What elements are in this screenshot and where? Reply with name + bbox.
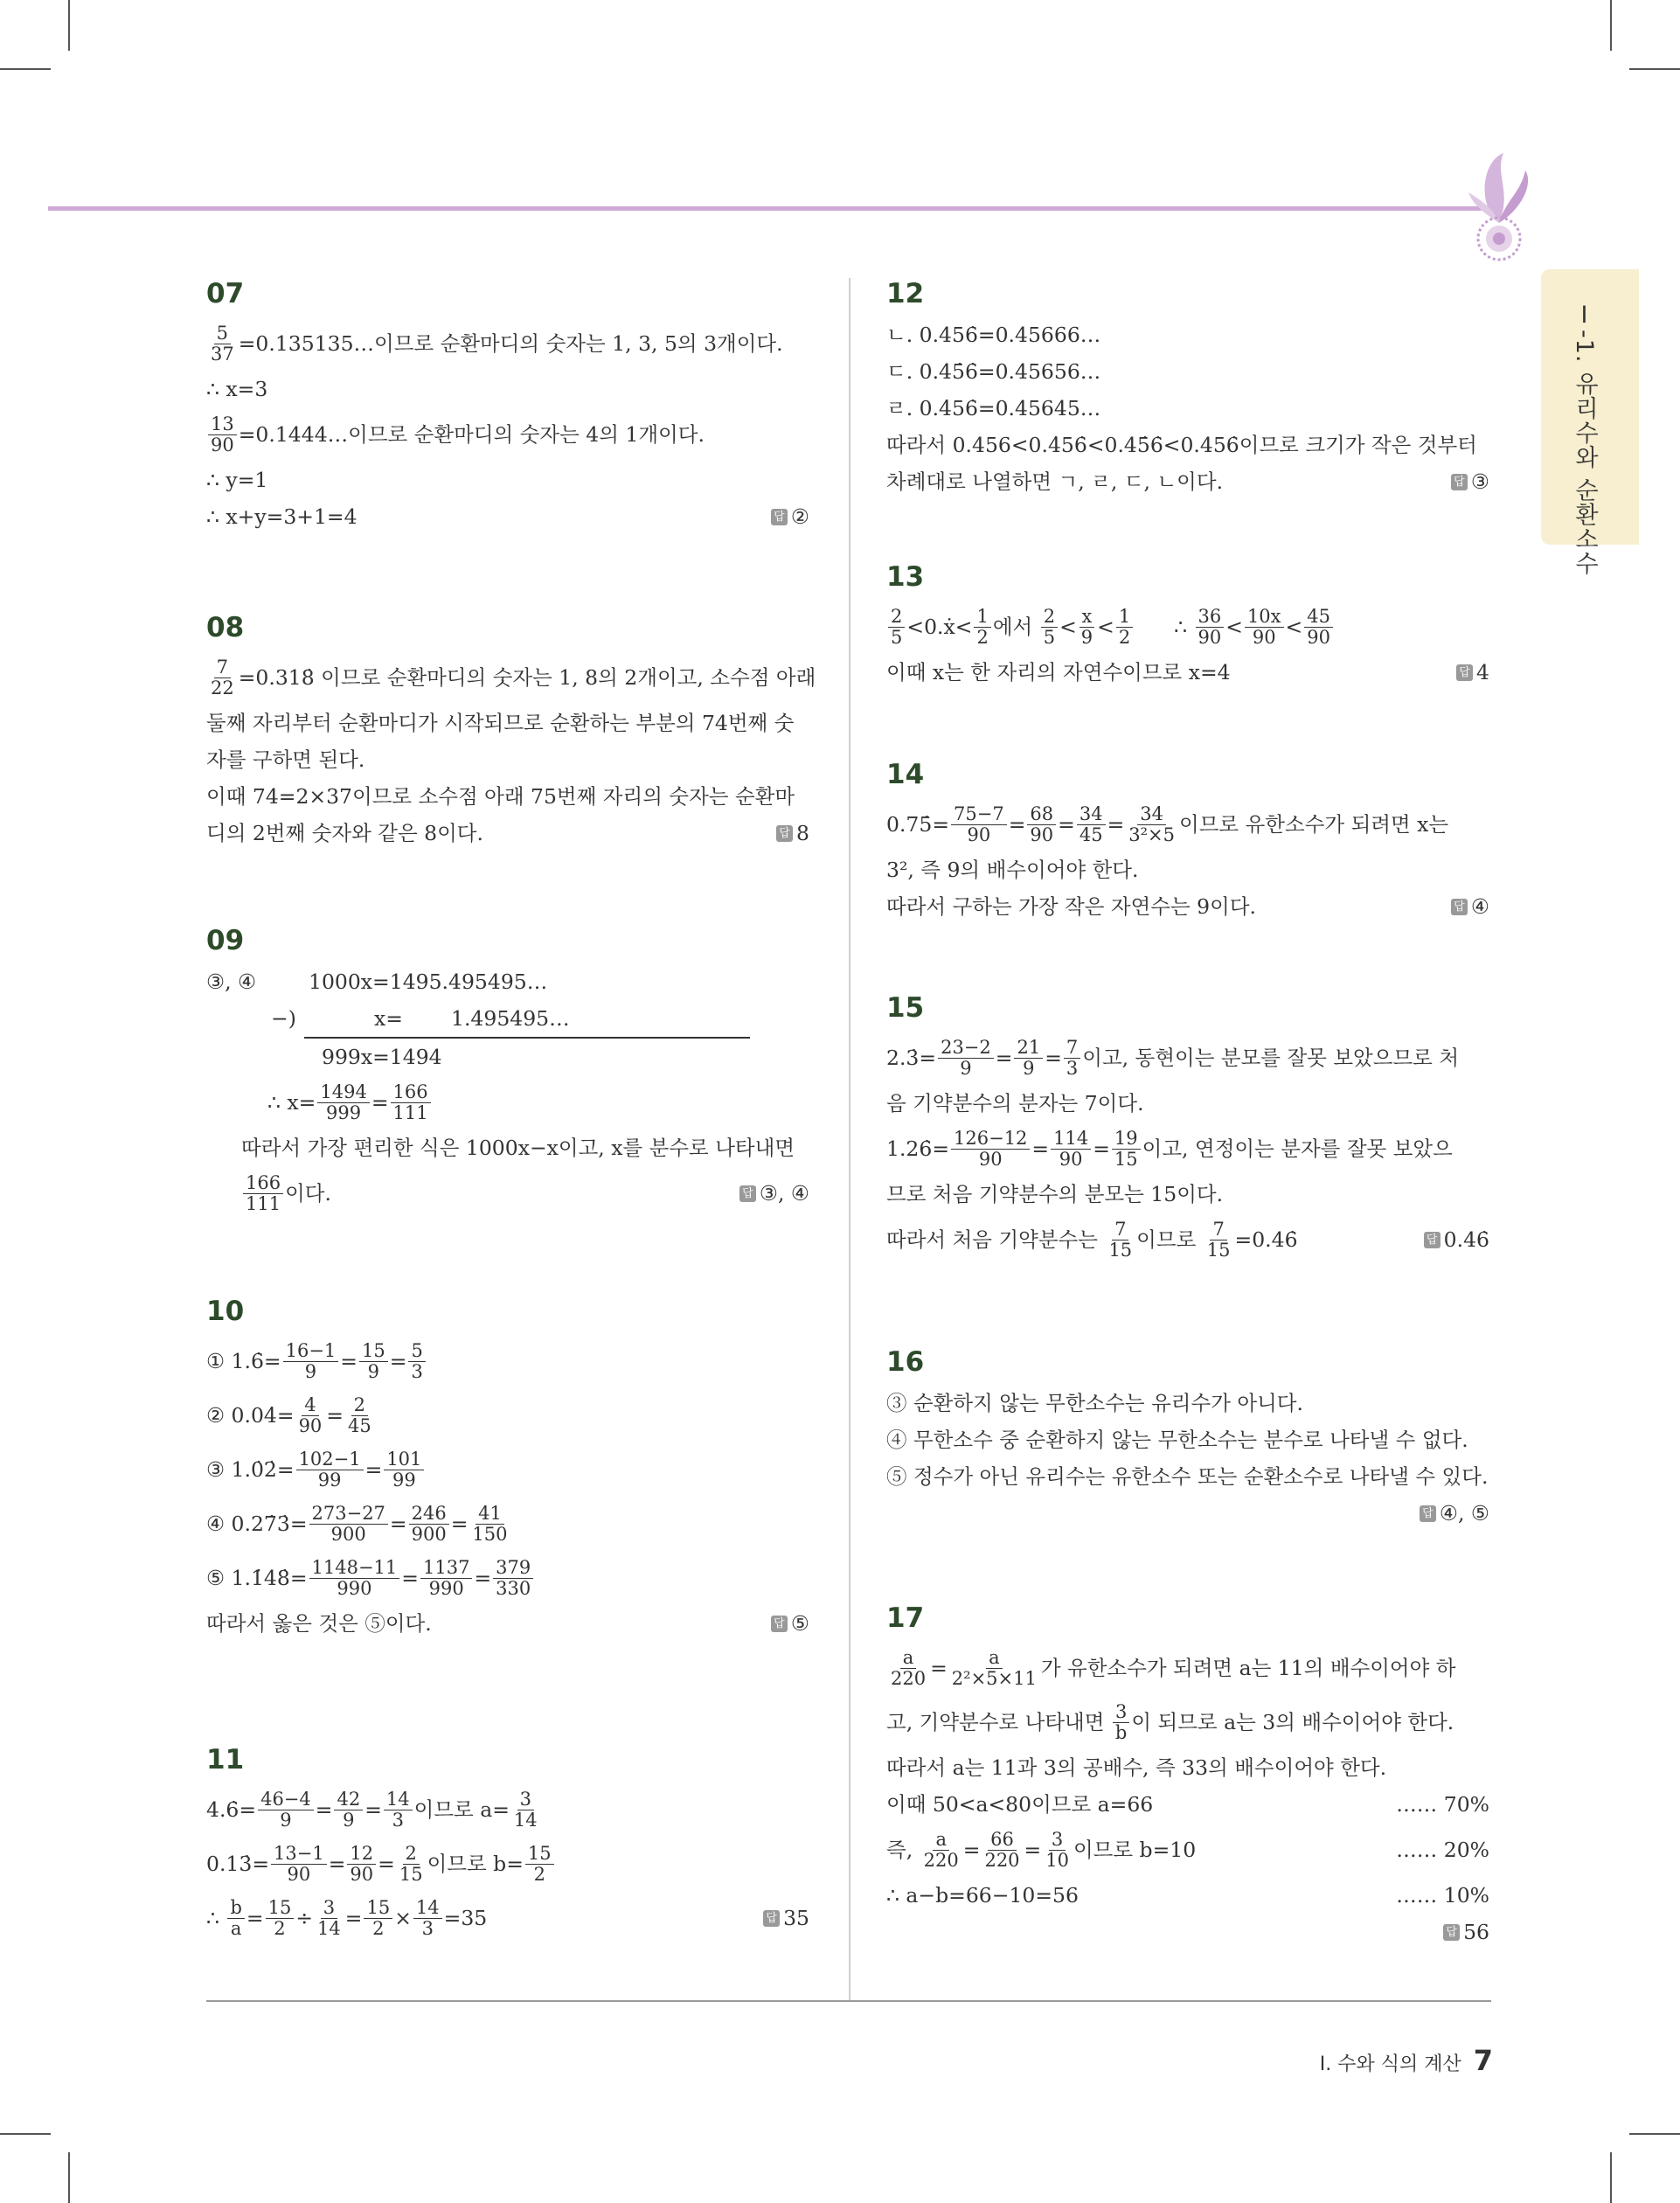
fraction-numerator: 75−7 bbox=[951, 804, 1007, 824]
crop-mark bbox=[1629, 2133, 1680, 2135]
fraction-numerator: 36 bbox=[1196, 607, 1225, 627]
solution-line: 따라서 가장 편리한 식은 1000x−x이고, x를 분수로 나타내면 bbox=[241, 1135, 795, 1160]
solution-line: ∴ x+y=3+1=4 답 ② bbox=[206, 504, 809, 529]
fraction-numerator: 1137 bbox=[420, 1558, 472, 1578]
problem-number: 16 bbox=[886, 1346, 925, 1378]
fraction-numerator: 12 bbox=[347, 1844, 376, 1864]
fraction bbox=[296, 1449, 364, 1489]
problem-number: 17 bbox=[886, 1602, 925, 1634]
column-separator bbox=[849, 278, 850, 2000]
problem-number: 08 bbox=[206, 612, 245, 643]
fraction-numerator: 1 bbox=[1116, 607, 1133, 627]
fraction-numerator: 68 bbox=[1027, 804, 1056, 824]
solution-line: −) x= 1.495495… bbox=[271, 1005, 570, 1031]
problem-number: 14 bbox=[886, 759, 925, 790]
problem-17 bbox=[886, 1602, 1489, 1950]
fraction-denominator: 9 bbox=[1080, 626, 1093, 648]
fraction-numerator: 15 bbox=[525, 1844, 554, 1864]
fraction bbox=[1043, 1830, 1072, 1869]
fraction-numerator: 379 bbox=[493, 1558, 533, 1578]
problem-number: 13 bbox=[886, 561, 925, 593]
fraction bbox=[409, 1504, 449, 1543]
fraction-denominator: 990 bbox=[428, 1577, 464, 1599]
fraction-numerator: 166 bbox=[243, 1173, 283, 1193]
solution-line: $\frac{13}{90}$ =0.1444…이므로 순환마디의 숫자는 4의 1개이다. bbox=[206, 407, 809, 462]
fraction bbox=[951, 804, 1007, 844]
fraction-denominator: 90 bbox=[1307, 626, 1330, 648]
fraction bbox=[345, 1395, 374, 1435]
answer-icon: 답 bbox=[771, 1616, 788, 1632]
fraction-numerator: 3 bbox=[1113, 1702, 1129, 1722]
fraction-denominator: 2 bbox=[976, 626, 989, 648]
fraction bbox=[949, 1648, 1039, 1687]
fraction bbox=[1113, 1702, 1129, 1741]
fraction-numerator: 1494 bbox=[317, 1082, 369, 1102]
fraction bbox=[888, 1648, 928, 1687]
fraction-denominator: 90 bbox=[967, 824, 991, 845]
fraction-denominator: 99 bbox=[392, 1469, 416, 1491]
answer: 답 ③, ④ bbox=[739, 1181, 809, 1206]
fraction-denominator: 3 bbox=[421, 1917, 434, 1939]
fraction bbox=[359, 1341, 388, 1380]
problem-12 bbox=[886, 278, 1489, 500]
solution-line: $\frac{5}{37}$ =0.135135…이므로 순환마디의 숫자는 1, 3, 5의 3개이다. bbox=[206, 316, 809, 371]
fraction bbox=[982, 1830, 1022, 1869]
fraction bbox=[1204, 1220, 1233, 1259]
solution-line: 이때 74=2×37이므로 소수점 아래 75번째 자리의 숫자는 순환마 bbox=[206, 783, 795, 809]
fraction-denominator: 15 bbox=[1206, 1239, 1231, 1261]
fraction-numerator: 34 bbox=[1137, 804, 1166, 824]
problem-08 bbox=[206, 612, 816, 851]
fraction bbox=[1027, 804, 1056, 844]
fraction-denominator: 45 bbox=[348, 1414, 371, 1436]
solution-line: 므로 처음 기약분수의 분모는 15이다. bbox=[886, 1181, 1224, 1206]
fraction-numerator: 14 bbox=[384, 1790, 413, 1810]
solution-line: ② 0.04̇= $\frac{4}{90}$ = $\frac{2}{45}$ bbox=[206, 1388, 809, 1442]
fraction-denominator: 15 bbox=[1108, 1239, 1133, 1261]
fraction-numerator: 13 bbox=[208, 414, 237, 434]
problem-13 bbox=[886, 561, 1489, 691]
fraction bbox=[420, 1558, 472, 1597]
fraction-numerator: 13−1 bbox=[271, 1844, 327, 1864]
fraction-denominator: 90 bbox=[350, 1863, 374, 1885]
solution-line: ④ 무한소수 중 순환하지 않는 무한소수는 분수로 나타낼 수 없다. bbox=[886, 1427, 1468, 1452]
fraction-denominator: 15 bbox=[399, 1863, 423, 1885]
solution-line: ③ 1.0̇2̇= $\frac{102-1}{99}$ = $\frac{101}{99}$ bbox=[206, 1442, 809, 1497]
fraction-numerator: 66 bbox=[988, 1830, 1017, 1850]
fraction bbox=[283, 1341, 339, 1380]
answer-icon: 답 bbox=[1456, 664, 1473, 681]
fraction bbox=[888, 607, 905, 646]
fraction-numerator: 114 bbox=[1051, 1129, 1091, 1149]
fraction-denominator: 99 bbox=[317, 1469, 342, 1491]
fraction bbox=[511, 1790, 540, 1829]
fraction bbox=[317, 1082, 369, 1122]
fraction-denominator: 14 bbox=[513, 1809, 538, 1831]
fraction-denominator: 5 bbox=[1043, 626, 1056, 648]
solution-line: ∴ $\frac{b}{a}$ = $\frac{15}{2}$ ÷ $\frac{3}{14}$ = $\frac{15}{2}$ × $\frac{14}{3}$ =35 답 35 bbox=[206, 1897, 809, 1939]
fraction bbox=[1196, 607, 1225, 646]
solution-line bbox=[886, 1914, 1489, 1950]
page-footer bbox=[1320, 2044, 1493, 2077]
solution-line: 고, 기약분수로 나타내면 $\frac{3}{b}$ 이 되므로 a는 3의 배수이어야 한다. bbox=[886, 1701, 1454, 1743]
solution-line: ㄴ. 0.456̇=0.45666… bbox=[886, 322, 1101, 347]
problem-number: 11 bbox=[206, 1744, 245, 1776]
fraction-denominator: 90 bbox=[1252, 626, 1276, 648]
solution-line: 자를 구하면 된다. bbox=[206, 747, 365, 772]
solution-line: 이때 x는 한 자리의 자연수이므로 x=4 답 4 bbox=[886, 659, 1489, 685]
solution-line: $\frac{a}{220}$ = $\frac{a}{\text{2²×5×11}}$ 가 유한소수가 되려면 a는 11의 배수이어야 하 bbox=[886, 1641, 1489, 1695]
fraction-numerator: 14 bbox=[413, 1898, 442, 1918]
solution-line: ∴ y=1 bbox=[206, 467, 268, 492]
fraction-numerator: 15 bbox=[359, 1341, 388, 1361]
fraction bbox=[1106, 1220, 1135, 1259]
fraction-denominator: 9 bbox=[343, 1809, 355, 1831]
fraction-numerator: 45 bbox=[1304, 607, 1333, 627]
solution-line: ∴ x=3 bbox=[206, 376, 268, 401]
solution-line: 디의 2번째 숫자와 같은 8이다. 답 8 bbox=[206, 820, 809, 845]
fraction-numerator: 42 bbox=[334, 1790, 363, 1810]
solution-line: 따라서 0.456<0.4̇56̇<0.45̇6̇<0.456̇이므로 크기가 작은 것부터 bbox=[886, 432, 1477, 457]
fraction bbox=[296, 1395, 325, 1435]
answer-icon: 답 bbox=[763, 1910, 780, 1927]
fraction bbox=[1064, 1038, 1080, 1077]
fraction-denominator: 900 bbox=[411, 1523, 447, 1545]
fraction-numerator: 7 bbox=[1210, 1220, 1226, 1240]
solution-line: ㄹ. 0.4̇56̇=0.45645… bbox=[886, 395, 1101, 420]
solution-line: 이때 50<a<80이므로 a=66 …… 70% bbox=[886, 1791, 1489, 1817]
problem-15 bbox=[886, 992, 1489, 1267]
fraction bbox=[1051, 1129, 1091, 1168]
answer: 답 4 bbox=[1456, 660, 1489, 685]
fraction-denominator: 9 bbox=[960, 1057, 972, 1079]
fraction-numerator: 46−4 bbox=[258, 1790, 314, 1810]
fraction-numerator: 3 bbox=[517, 1790, 534, 1810]
footer-section: Ⅰ. 수와 식의 계산 bbox=[1319, 2054, 1461, 2075]
solution-line: 0.75̇= $\frac{75-7}{90}$ = $\frac{68}{90}$ = $\frac{34}{45}$ = $\frac{34}{\text{3²×5}}$ 이므로 유한소수가 되려면 x는 bbox=[886, 803, 1449, 845]
answer: 답 ④ bbox=[1451, 894, 1489, 919]
fraction-numerator: 16−1 bbox=[283, 1341, 339, 1361]
fraction bbox=[413, 1898, 442, 1937]
answer-icon: 답 bbox=[739, 1185, 756, 1202]
problem-number: 15 bbox=[886, 992, 925, 1024]
problem-16 bbox=[886, 1346, 1489, 1532]
fraction bbox=[1245, 607, 1284, 646]
fraction-denominator: 22 bbox=[211, 677, 234, 698]
fraction-numerator: 23−2 bbox=[938, 1038, 994, 1058]
fraction-numerator: 5 bbox=[408, 1341, 425, 1361]
answer: 답 ⑤ bbox=[771, 1611, 809, 1636]
fraction-denominator: 2 bbox=[533, 1863, 545, 1885]
fraction bbox=[397, 1844, 426, 1883]
fraction-denominator: 3 bbox=[392, 1809, 404, 1831]
answer-icon: 답 bbox=[1451, 474, 1468, 490]
fraction-numerator: 21 bbox=[1014, 1038, 1043, 1058]
fraction bbox=[525, 1844, 554, 1883]
answer: 답 ③ bbox=[1451, 469, 1489, 494]
fraction-denominator: 90 bbox=[1198, 626, 1222, 648]
fraction-denominator: b bbox=[1114, 1721, 1128, 1743]
fraction-denominator: a bbox=[230, 1917, 242, 1939]
crop-mark bbox=[0, 2133, 51, 2135]
fraction-numerator: 1 bbox=[974, 607, 990, 627]
fraction-denominator: 45 bbox=[1079, 824, 1103, 845]
fraction-denominator: 90 bbox=[298, 1414, 323, 1436]
solution-line: ㄷ. 0.45̇6̇=0.45656… bbox=[886, 358, 1101, 384]
fraction-numerator: 7 bbox=[1112, 1220, 1128, 1240]
fraction-denominator: 3²×5 bbox=[1128, 824, 1176, 845]
fraction-denominator: 2 bbox=[1118, 626, 1131, 648]
answer-icon: 답 bbox=[1443, 1924, 1460, 1941]
answer-icon: 답 bbox=[1420, 1505, 1436, 1522]
fraction-denominator: 90 bbox=[978, 1148, 1003, 1170]
fraction-numerator: 166 bbox=[391, 1082, 431, 1102]
solution-line: ③ 순환하지 않는 무한소수는 유리수가 아니다. bbox=[886, 1390, 1303, 1415]
fraction-denominator: 111 bbox=[246, 1192, 281, 1214]
problem-number: 09 bbox=[206, 925, 245, 956]
fraction-denominator: 90 bbox=[1059, 1148, 1083, 1170]
fraction bbox=[408, 1341, 425, 1380]
fraction-numerator: 34 bbox=[1077, 804, 1106, 824]
fraction bbox=[315, 1898, 344, 1937]
problem-09 bbox=[206, 925, 809, 1220]
fraction-numerator: 1148−11 bbox=[309, 1558, 400, 1578]
score-percent: …… 70% bbox=[1396, 1791, 1489, 1817]
fraction bbox=[938, 1038, 994, 1077]
fraction-numerator: 7 bbox=[1064, 1038, 1080, 1058]
fraction-denominator: 9 bbox=[280, 1809, 292, 1831]
answer: 답 ② bbox=[771, 504, 809, 529]
fraction-denominator: 2 bbox=[274, 1917, 286, 1939]
fraction-denominator: 14 bbox=[317, 1917, 341, 1939]
solution-line: 4.6̇= $\frac{46-4}{9}$ = $\frac{42}{9}$ = $\frac{14}{3}$ 이므로 a= $\frac{3}{14}$ bbox=[206, 1783, 809, 1837]
fraction bbox=[921, 1830, 961, 1869]
crop-mark bbox=[1629, 68, 1680, 70]
fraction bbox=[1304, 607, 1333, 646]
crop-mark bbox=[0, 68, 51, 70]
fraction bbox=[364, 1898, 392, 1937]
fraction-denominator: 900 bbox=[330, 1523, 366, 1545]
fraction bbox=[384, 1790, 413, 1829]
solution-line: 즉, $\frac{a}{220}$ = $\frac{66}{220}$ = $\frac{3}{10}$ 이므로 b=10 …… 20% bbox=[886, 1829, 1489, 1871]
fraction-denominator: 90 bbox=[287, 1863, 311, 1885]
fraction-numerator: 102−1 bbox=[296, 1449, 364, 1470]
fraction bbox=[493, 1558, 533, 1597]
fraction-numerator: 126−12 bbox=[951, 1129, 1030, 1149]
fraction bbox=[951, 1129, 1030, 1168]
problem-07 bbox=[206, 278, 809, 535]
fraction-denominator: 111 bbox=[392, 1102, 428, 1123]
solution-line: $\frac{2}{5}$ <0.ẋ< $\frac{1}{2}$ 에서 $\frac{2}{5}$ < $\frac{x}{9}$ < $\frac{1}{2}$ ∴ $\frac{36}{90}$ < $\frac{10x}{90}$ < $\frac{45}{90}$ bbox=[886, 600, 1489, 654]
score-percent: …… 20% bbox=[1396, 1837, 1489, 1862]
solution-line: ⑤ 1.1̇48̇= $\frac{1148-11}{990}$ = $\frac{1137}{990}$ = $\frac{379}{330}$ bbox=[206, 1551, 809, 1605]
fraction-numerator: b bbox=[227, 1898, 244, 1918]
solution-line: ③, ④ 1000x=1495.495495… bbox=[206, 969, 548, 994]
answer-icon: 답 bbox=[771, 509, 788, 525]
fraction-denominator: 330 bbox=[496, 1577, 531, 1599]
solution-line: 따라서 처음 기약분수는 $\frac{7}{15}$ 이므로 $\frac{7}{15}$ =0.46̇ 답 0.46̇ bbox=[886, 1219, 1489, 1261]
fraction-denominator: 220 bbox=[923, 1849, 959, 1871]
fraction-numerator: 41 bbox=[476, 1504, 504, 1524]
fraction-denominator: 3 bbox=[411, 1360, 423, 1382]
fraction-denominator: 220 bbox=[891, 1667, 927, 1689]
fraction-denominator: 150 bbox=[472, 1523, 508, 1545]
fraction-numerator: 15 bbox=[266, 1898, 295, 1918]
problem-10 bbox=[206, 1296, 809, 1642]
fraction-denominator: 9 bbox=[367, 1360, 380, 1382]
fraction bbox=[974, 607, 990, 646]
crop-mark bbox=[1610, 0, 1612, 51]
answer: 답 ④, ⑤ bbox=[1420, 1501, 1489, 1525]
fraction-numerator: 4 bbox=[302, 1395, 318, 1415]
answer-icon: 답 bbox=[1451, 899, 1468, 915]
answer: 답 35 bbox=[763, 1906, 809, 1930]
fraction-numerator: 2 bbox=[351, 1395, 368, 1415]
fraction bbox=[1126, 804, 1177, 844]
answer: 답 56 bbox=[1443, 1920, 1489, 1944]
fraction-numerator: 273−27 bbox=[309, 1504, 388, 1524]
fraction bbox=[469, 1504, 510, 1543]
fraction bbox=[384, 1449, 424, 1489]
fraction-denominator: 10 bbox=[1045, 1849, 1069, 1871]
solution-line bbox=[886, 1495, 1489, 1532]
fraction-numerator: 7 bbox=[214, 657, 231, 678]
crop-mark bbox=[68, 0, 70, 51]
fraction-denominator: 220 bbox=[984, 1849, 1020, 1871]
problem-number: 12 bbox=[886, 278, 925, 309]
crop-mark bbox=[68, 2152, 70, 2203]
problem-11 bbox=[206, 1744, 809, 1945]
fraction bbox=[334, 1790, 363, 1829]
fraction-denominator: 5 bbox=[891, 626, 903, 648]
flower-ornament-icon bbox=[1451, 144, 1547, 267]
fraction bbox=[1077, 804, 1106, 844]
solution-line: $\frac{7}{22}$ =0.318̇ 이므로 순환마디의 숫자는 1, 8의 2개이고, 소수점 아래 bbox=[206, 650, 809, 705]
fraction bbox=[1041, 607, 1058, 646]
footer-rule bbox=[206, 2000, 1491, 2002]
solution-line: 따라서 구하는 가장 작은 자연수는 9이다. 답 ④ bbox=[886, 893, 1489, 919]
solution-line: 3², 즉 9의 배수이어야 한다. bbox=[886, 857, 1139, 882]
fraction bbox=[258, 1790, 314, 1829]
fraction-denominator: 90 bbox=[211, 434, 234, 455]
fraction bbox=[347, 1844, 376, 1883]
fraction bbox=[208, 657, 237, 697]
fraction bbox=[1079, 607, 1095, 646]
fraction-numerator: 2 bbox=[403, 1844, 420, 1864]
fraction-denominator: 990 bbox=[337, 1577, 372, 1599]
fraction-numerator: 10x bbox=[1245, 607, 1284, 627]
solution-line: ∴ a−b=66−10=56 …… 10% bbox=[886, 1882, 1489, 1908]
answer-icon: 답 bbox=[1424, 1232, 1440, 1248]
fraction bbox=[208, 323, 237, 363]
fraction-denominator: 2²×5×11 bbox=[951, 1667, 1037, 1689]
fraction bbox=[1014, 1038, 1043, 1077]
solution-line: 2.3̇= $\frac{23-2}{9}$ = $\frac{21}{9}$ = $\frac{7}{3}$ 이고, 동현이는 분모를 잘못 보았으므로 처 bbox=[886, 1037, 1460, 1079]
fraction bbox=[309, 1504, 388, 1543]
fraction-numerator: 19 bbox=[1112, 1129, 1141, 1149]
fraction-numerator: 2 bbox=[1041, 607, 1058, 627]
fraction-numerator: 15 bbox=[364, 1898, 392, 1918]
fraction-denominator: 15 bbox=[1114, 1148, 1138, 1170]
fraction-denominator: 90 bbox=[1030, 824, 1054, 845]
solution-line: ∴ x= $\frac{1494}{999}$ = $\frac{166}{111}$ bbox=[206, 1075, 809, 1129]
fraction-numerator: 3 bbox=[1049, 1830, 1066, 1850]
fraction-numerator: 101 bbox=[384, 1449, 424, 1470]
fraction-numerator: 3 bbox=[321, 1898, 337, 1918]
problem-number: 07 bbox=[206, 278, 245, 309]
fraction-denominator: 999 bbox=[326, 1102, 362, 1123]
problem-14 bbox=[886, 759, 1489, 925]
solution-line: 음 기약분수의 분자는 7이다. bbox=[886, 1090, 1144, 1115]
solution-line: 따라서 a는 11과 3의 공배수, 즉 33의 배수이어야 한다. bbox=[886, 1755, 1387, 1780]
page-number: 7 bbox=[1473, 2044, 1493, 2077]
answer: 답 0.46̇ bbox=[1424, 1227, 1489, 1252]
solution-line: ① 1.6̇= $\frac{16-1}{9}$ = $\frac{15}{9}$ = $\frac{5}{3}$ bbox=[206, 1334, 809, 1388]
solution-line: 차례대로 나열하면 ㄱ, ㄹ, ㄷ, ㄴ이다. 답 ③ bbox=[886, 469, 1489, 494]
crop-mark bbox=[1610, 2152, 1612, 2203]
fraction-numerator: 2 bbox=[888, 607, 905, 627]
solution-line: $\frac{166}{111}$ 이다. 답 ③, ④ bbox=[206, 1166, 809, 1220]
fraction-numerator: 5 bbox=[214, 323, 231, 344]
fraction-denominator: 9 bbox=[304, 1360, 317, 1382]
fraction-numerator: a bbox=[986, 1648, 1003, 1668]
problem-number: 10 bbox=[206, 1296, 245, 1327]
score-percent: …… 10% bbox=[1396, 1882, 1489, 1908]
solution-line: 따라서 옳은 것은 ⑤이다. 답 ⑤ bbox=[206, 1610, 809, 1636]
answer-icon: 답 bbox=[776, 825, 793, 842]
answer: 답 8 bbox=[776, 821, 809, 845]
header-rule bbox=[48, 206, 1490, 211]
fraction bbox=[208, 414, 237, 454]
fraction-numerator: 246 bbox=[409, 1504, 449, 1524]
fraction bbox=[266, 1898, 295, 1937]
fraction bbox=[309, 1558, 400, 1597]
fraction-denominator: 9 bbox=[1023, 1057, 1035, 1079]
fraction bbox=[271, 1844, 327, 1883]
solution-line: 둘째 자리부터 순환마디가 시작되므로 순환하는 부분의 74번째 숫 bbox=[206, 710, 795, 735]
fraction-denominator: 2 bbox=[372, 1917, 385, 1939]
solution-line: 1.26̇= $\frac{126-12}{90}$ = $\frac{114}{90}$ = $\frac{19}{15}$ 이고, 연정이는 분자를 잘못 보았으 bbox=[886, 1128, 1453, 1170]
fraction bbox=[391, 1082, 431, 1122]
fraction-numerator: x bbox=[1080, 607, 1095, 627]
fraction bbox=[243, 1173, 283, 1213]
solution-line: ⑤ 정수가 아닌 유리수는 유한소수 또는 순환소수로 나타낼 수 있다. bbox=[886, 1463, 1489, 1489]
solution-line: 999x=1494 bbox=[322, 1044, 442, 1069]
fraction bbox=[1112, 1129, 1141, 1168]
fraction-denominator: 3 bbox=[1066, 1057, 1079, 1079]
fraction bbox=[227, 1898, 244, 1937]
fraction-denominator: 37 bbox=[211, 343, 234, 365]
solution-line: 0.13̇= $\frac{13-1}{90}$ = $\frac{12}{90}$ = $\frac{2}{15}$ 이므로 b= $\frac{15}{2}$ bbox=[206, 1837, 809, 1891]
fraction bbox=[1116, 607, 1133, 646]
solution-line: ④ 0.27̇3̇= $\frac{273-27}{900}$ = $\frac{246}{900}$ = $\frac{41}{150}$ bbox=[206, 1497, 809, 1551]
fraction-numerator: a bbox=[933, 1830, 949, 1850]
chapter-tab-label: Ⅰ-1. 유리수와 순환소수 bbox=[1571, 302, 1598, 576]
fraction-numerator: a bbox=[900, 1648, 917, 1668]
